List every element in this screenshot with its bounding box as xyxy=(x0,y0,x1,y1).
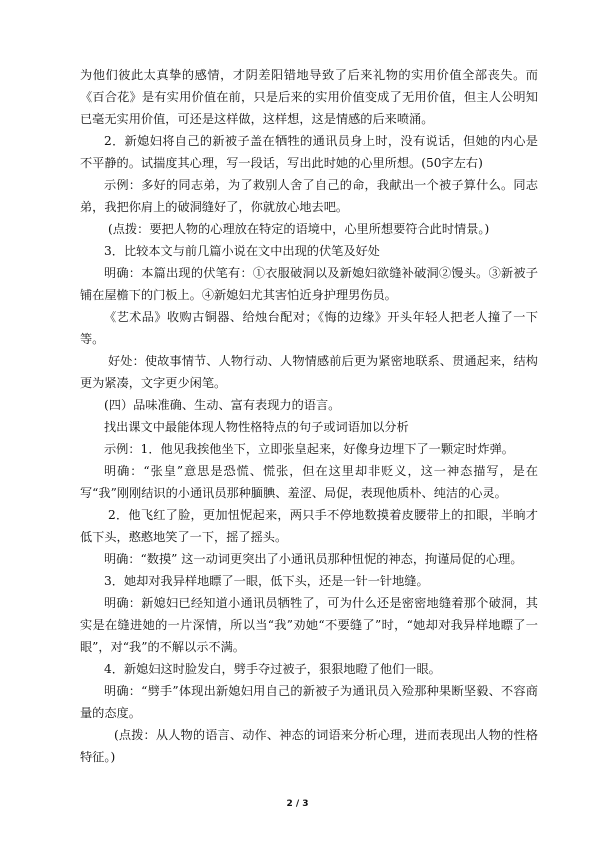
paragraph: (四）品味准确、生动、富有表现力的语言。 xyxy=(104,398,341,412)
paragraph: 好处：使故事情节、人物行动、人物情感前后更为紧密地联系、贯通起来，结构更为紧凑，文字更少闲笔。 xyxy=(80,354,538,390)
document-body xyxy=(80,64,538,768)
paragraph: 2．他飞红了脸，更加忸怩起来，两只手不停地数摸着皮腰带上的扣眼，半晌才低下头，憨憨地笑了一下，摇了摇头。 xyxy=(80,508,538,544)
paragraph: (点拨：要把人物的心理放在特定的语境中，心里所想要符合此时情景。) xyxy=(108,222,490,236)
paragraph: 找出课文中最能体现人物性格特点的句子或词语加以分析 xyxy=(104,420,409,434)
page-number: 2 / 3 xyxy=(286,799,309,809)
paragraph: 4．新媳妇这时脸发白，劈手夺过被子，狠狠地瞪了他们一眼。 xyxy=(104,662,441,676)
paragraph: 3．比较本文与前几篇小说在文中出现的伏笔及好处 xyxy=(104,244,380,258)
paragraph: 明确：本篇出现的伏笔有：①衣服破洞以及新媳妇欲缝补破洞②馒头。③新被子铺在屋檐下的门板上。④新媳妇尤其害怕近身护理男伤员。 xyxy=(80,266,538,302)
paragraph: 2．新媳妇将自己的新被子盖在牺牲的通讯员身上时，没有说话，但她的内心是不平静的。试揣度其心理，写一段话，写出此时她的心里所想。(50字左右) xyxy=(80,134,538,170)
paragraph: 示例：多好的同志弟，为了救别人舍了自己的命，我献出一个被子算什么。同志弟，我把你肩上的破洞缝好了，你就放心地去吧。 xyxy=(80,178,538,214)
paragraph: 明确：“劈手”体现出新媳妇用自己的新被子为通讯员入殓那种果断坚毅、不容商量的态度。 xyxy=(80,684,538,720)
paragraph: 为他们彼此太真挚的感情，才阴差阳错地导致了后来礼物的实用价值全部丧失。而《百合花》是有实用价值在前，只是后来的实用价值变成了无用价值，但主人公明知已毫无实用价值，可还是这样做，这样想，这是情感的后来喷涌。 xyxy=(80,68,538,126)
paragraph: 明确：新媳妇已经知道小通讯员牺牲了，可为什么还是密密地缝着那个破洞，其实是在缝进她的一片深情，所以当“我”劝她“不要缝了”时，“她却对我异样地瞟了一眼”，对“我”的不解以示不满。 xyxy=(80,596,538,654)
paragraph: 《艺术品》收购古铜器、给烛台配对；《悔的边缘》开头年轻人把老人撞了一下等。 xyxy=(80,310,538,346)
paragraph: 明确：“张皇”意思是恐慌、慌张，但在这里却非贬义，这一神态描写，是在写“我”刚刚结识的小通讯员那种腼腆、羞涩、局促，表现他质朴、纯洁的心灵。 xyxy=(80,464,538,500)
paragraph: 明确：“数摸” 这一动词更突出了小通讯员那种忸怩的神态，拘谨局促的心理。 xyxy=(104,552,523,566)
paragraph: (点拨：从人物的语言、动作、神态的词语来分析心理，进而表现出人物的性格特征。) xyxy=(80,728,538,764)
paragraph: 示例：1．他见我挨他坐下，立即张皇起来，好像身边埋下了一颗定时炸弹。 xyxy=(104,442,514,456)
paragraph: 3．她却对我异样地瞟了一眼，低下头，还是一针一针地缝。 xyxy=(104,574,429,588)
